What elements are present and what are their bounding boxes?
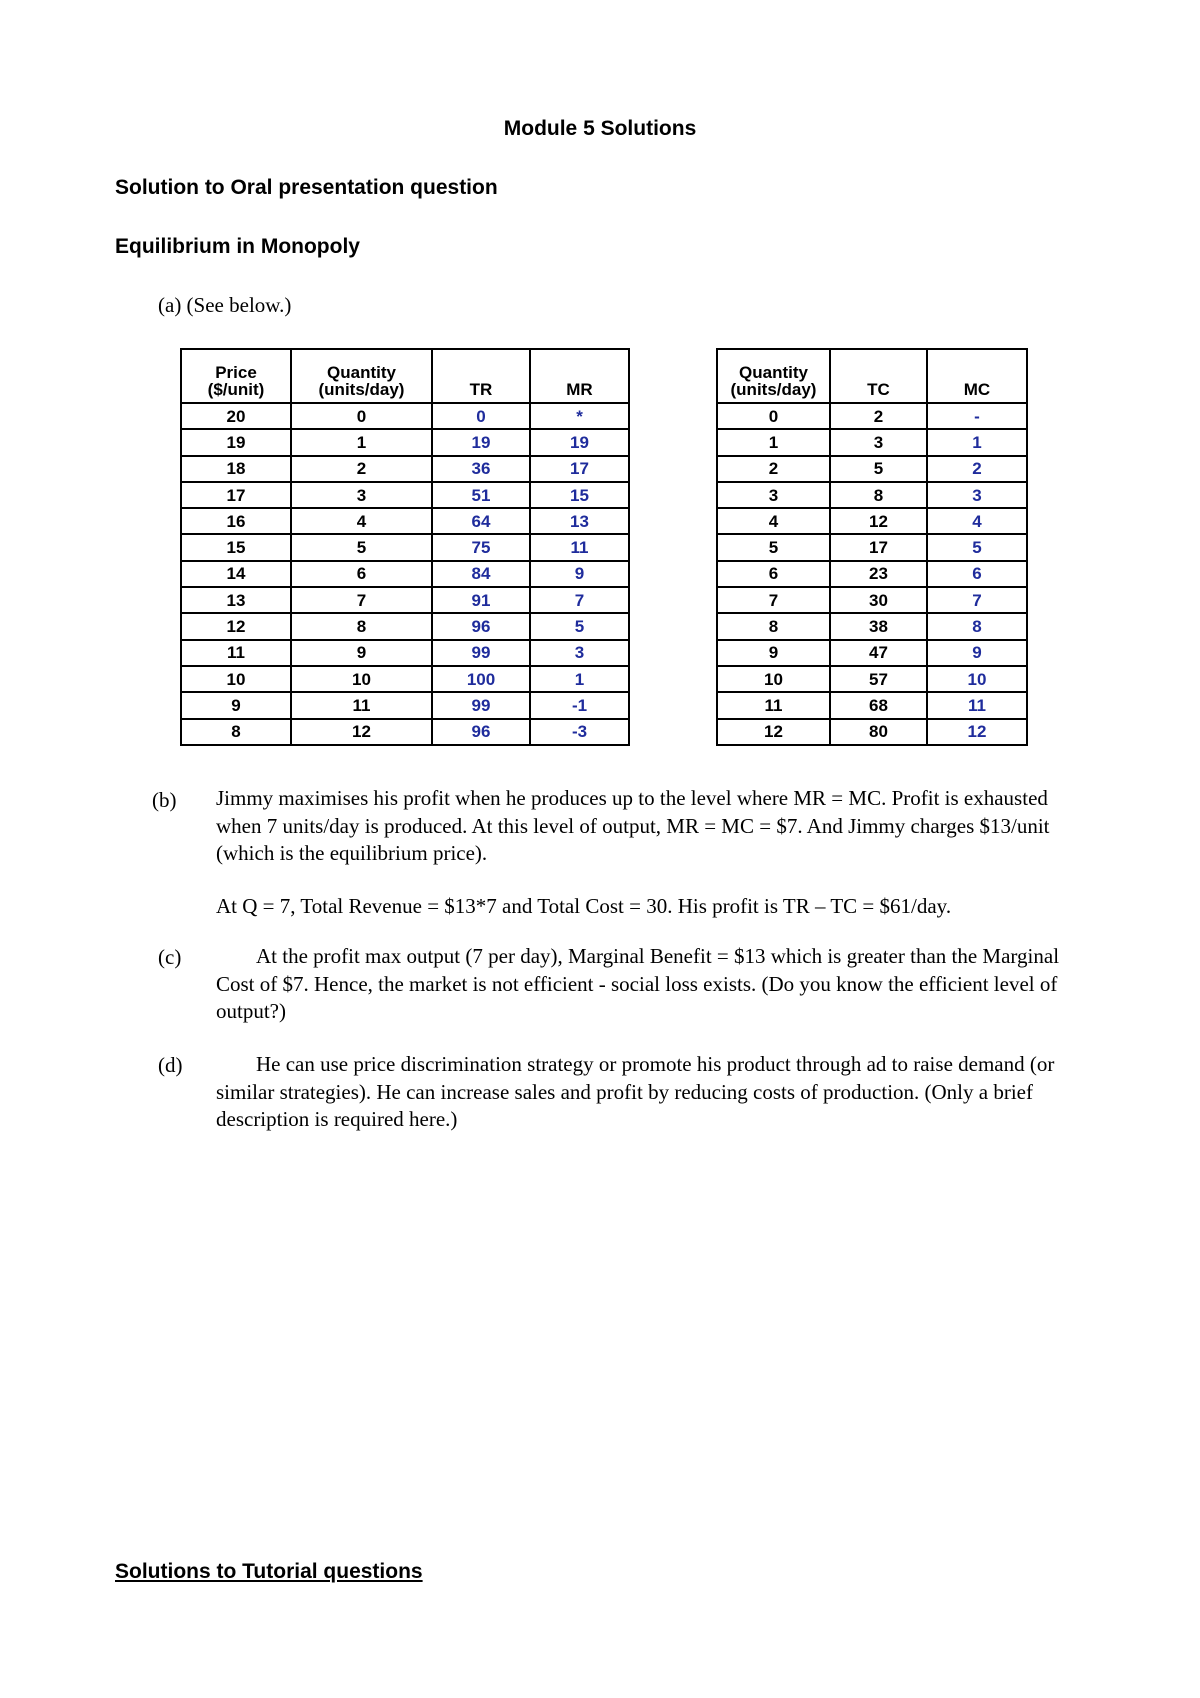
- cost-table-cell: 2: [717, 456, 830, 482]
- revenue-table: [180, 348, 630, 746]
- cost-table-cell: 3: [830, 429, 927, 455]
- cost-table-cell: 30: [830, 587, 927, 613]
- revenue-table-cell: 18: [181, 456, 291, 482]
- cost-table-cell: 12: [927, 719, 1027, 745]
- revenue-table-cell: 5: [530, 613, 629, 639]
- cost-table-cell: 38: [830, 613, 927, 639]
- revenue-table-cell: 10: [291, 666, 432, 692]
- revenue-table-cell: 11: [181, 640, 291, 666]
- cost-table-cell: 8: [927, 613, 1027, 639]
- revenue-header-price: Price ($/unit): [181, 349, 291, 403]
- revenue-table-row: [181, 403, 629, 429]
- revenue-header-mr: MR: [530, 349, 629, 403]
- revenue-table-cell: 10: [181, 666, 291, 692]
- cost-table-row: [717, 587, 1027, 613]
- cost-table-cell: 4: [717, 508, 830, 534]
- revenue-table-cell: 17: [530, 456, 629, 482]
- revenue-table-cell: 100: [432, 666, 530, 692]
- revenue-table-cell: 7: [530, 587, 629, 613]
- cost-table-cell: 47: [830, 640, 927, 666]
- cost-header-mc: MC: [927, 349, 1027, 403]
- part-a-text: (a) (See below.): [158, 293, 292, 317]
- cost-table-cell: 23: [830, 561, 927, 587]
- revenue-table-cell: 91: [432, 587, 530, 613]
- cost-table-cell: 6: [717, 561, 830, 587]
- revenue-table-cell: 13: [530, 508, 629, 534]
- cost-table-row: [717, 561, 1027, 587]
- revenue-table-row: [181, 587, 629, 613]
- cost-header-tc: TC: [830, 349, 927, 403]
- cost-table-row: [717, 429, 1027, 455]
- cost-table-cell: 11: [717, 692, 830, 718]
- cost-table-row: [717, 403, 1027, 429]
- cost-table-cell: 80: [830, 719, 927, 745]
- revenue-table-body: [181, 403, 629, 745]
- revenue-table-cell: 99: [432, 692, 530, 718]
- revenue-table-cell: -3: [530, 719, 629, 745]
- revenue-table-cell: 15: [181, 534, 291, 560]
- cost-table-row: [717, 482, 1027, 508]
- cost-table-row: [717, 534, 1027, 560]
- revenue-table-cell: 75: [432, 534, 530, 560]
- cost-table-cell: 9: [927, 640, 1027, 666]
- revenue-table-cell: 11: [530, 534, 629, 560]
- cost-table-cell: 9: [717, 640, 830, 666]
- revenue-table-cell: 9: [530, 561, 629, 587]
- cost-table-row: [717, 456, 1027, 482]
- section-heading-tutorial: Solutions to Tutorial questions: [115, 1560, 423, 1583]
- revenue-table-cell: 13: [181, 587, 291, 613]
- revenue-table-cell: 20: [181, 403, 291, 429]
- revenue-table-cell: 96: [432, 719, 530, 745]
- revenue-table-cell: *: [530, 403, 629, 429]
- cost-table-cell: 11: [927, 692, 1027, 718]
- cost-table-cell: 68: [830, 692, 927, 718]
- part-d-label: (d): [158, 1053, 183, 1077]
- cost-table-cell: 6: [927, 561, 1027, 587]
- revenue-table-cell: 7: [291, 587, 432, 613]
- part-c-label: (c): [158, 945, 182, 969]
- revenue-table-cell: -1: [530, 692, 629, 718]
- cost-table-cell: 3: [717, 482, 830, 508]
- cost-table-cell: 10: [927, 666, 1027, 692]
- revenue-table-cell: 8: [291, 613, 432, 639]
- revenue-table-row: [181, 561, 629, 587]
- revenue-table-cell: 0: [432, 403, 530, 429]
- revenue-table-cell: 12: [181, 613, 291, 639]
- revenue-table-row: [181, 508, 629, 534]
- revenue-table-cell: 36: [432, 456, 530, 482]
- revenue-table-row: [181, 613, 629, 639]
- revenue-table-cell: 84: [432, 561, 530, 587]
- cost-table-cell: 5: [830, 456, 927, 482]
- cost-table-cell: 5: [717, 534, 830, 560]
- cost-table-row: [717, 508, 1027, 534]
- section-heading-oral: Solution to Oral presentation question: [115, 176, 498, 199]
- revenue-table-cell: 2: [291, 456, 432, 482]
- revenue-table-row: [181, 429, 629, 455]
- revenue-table-cell: 5: [291, 534, 432, 560]
- page-title: Module 5 Solutions: [503, 117, 697, 140]
- revenue-table-cell: 9: [291, 640, 432, 666]
- revenue-table-cell: 0: [291, 403, 432, 429]
- revenue-table-cell: 99: [432, 640, 530, 666]
- revenue-table-cell: 12: [291, 719, 432, 745]
- cost-table-cell: -: [927, 403, 1027, 429]
- revenue-table-cell: 14: [181, 561, 291, 587]
- cost-table-cell: 17: [830, 534, 927, 560]
- revenue-header-tr: TR: [432, 349, 530, 403]
- revenue-table-cell: 19: [432, 429, 530, 455]
- cost-table-cell: 2: [927, 456, 1027, 482]
- revenue-table-row: [181, 640, 629, 666]
- revenue-table-cell: 64: [432, 508, 530, 534]
- cost-table-cell: 2: [830, 403, 927, 429]
- cost-table-cell: 12: [830, 508, 927, 534]
- cost-table-cell: 0: [717, 403, 830, 429]
- revenue-table-cell: 1: [291, 429, 432, 455]
- cost-table-row: [717, 613, 1027, 639]
- cost-table-cell: 8: [830, 482, 927, 508]
- revenue-table-row: [181, 666, 629, 692]
- revenue-header-quantity: Quantity (units/day): [291, 349, 432, 403]
- revenue-table-row: [181, 456, 629, 482]
- revenue-table-row: [181, 692, 629, 718]
- cost-table: [716, 348, 1028, 746]
- revenue-table-cell: 19: [181, 429, 291, 455]
- cost-table-body: [717, 403, 1027, 745]
- cost-table-cell: 57: [830, 666, 927, 692]
- revenue-table-cell: 3: [291, 482, 432, 508]
- revenue-table-cell: 16: [181, 508, 291, 534]
- revenue-table-cell: 96: [432, 613, 530, 639]
- cost-table-row: [717, 666, 1027, 692]
- revenue-table-header: [181, 349, 629, 403]
- section-heading-monopoly: Equilibrium in Monopoly: [115, 235, 360, 258]
- cost-table-cell: 1: [927, 429, 1027, 455]
- cost-table-cell: 5: [927, 534, 1027, 560]
- part-b-profit-text: At Q = 7, Total Revenue = $13*7 and Total Cost = 30. His profit is TR – TC = $61/day.: [216, 894, 952, 918]
- revenue-table-cell: 3: [530, 640, 629, 666]
- cost-table-cell: 7: [927, 587, 1027, 613]
- cost-table-row: [717, 719, 1027, 745]
- cost-header-quantity: Quantity (units/day): [717, 349, 830, 403]
- revenue-table-cell: 4: [291, 508, 432, 534]
- revenue-table-row: [181, 719, 629, 745]
- cost-table-cell: 12: [717, 719, 830, 745]
- cost-table-cell: 3: [927, 482, 1027, 508]
- revenue-table-cell: 51: [432, 482, 530, 508]
- cost-table-cell: 7: [717, 587, 830, 613]
- revenue-table-cell: 6: [291, 561, 432, 587]
- cost-table-cell: 4: [927, 508, 1027, 534]
- cost-table-cell: 10: [717, 666, 830, 692]
- revenue-table-row: [181, 482, 629, 508]
- revenue-table-cell: 17: [181, 482, 291, 508]
- cost-table-header: [717, 349, 1027, 403]
- part-b-text: Jimmy maximises his profit when he produces up to the level where MR = MC. Profit is exhausted when 7 units/day is produced. At this level of output, MR = MC = $7. And Jimmy charges $13/unit (which is the equilibrium price).: [216, 786, 1050, 865]
- cost-table-row: [717, 692, 1027, 718]
- cost-table-row: [717, 640, 1027, 666]
- cost-table-cell: 1: [717, 429, 830, 455]
- revenue-table-cell: 15: [530, 482, 629, 508]
- part-d-text: He can use price discrimination strategy or promote his product through ad to raise demand (or similar strategies). He can increase sales and profit by reducing costs of production. (Only a brief description is required here.): [216, 1052, 1055, 1131]
- revenue-table-row: [181, 534, 629, 560]
- revenue-table-cell: 19: [530, 429, 629, 455]
- revenue-table-cell: 11: [291, 692, 432, 718]
- part-b-label: (b): [152, 788, 177, 812]
- cost-table-cell: 8: [717, 613, 830, 639]
- revenue-table-cell: 1: [530, 666, 629, 692]
- revenue-table-cell: 8: [181, 719, 291, 745]
- revenue-table-cell: 9: [181, 692, 291, 718]
- part-c-text: At the profit max output (7 per day), Marginal Benefit = $13 which is greater than the Marginal Cost of $7. Hence, the market is not efficient - social loss exists. (Do you know the efficient level of output?): [216, 944, 1060, 1023]
